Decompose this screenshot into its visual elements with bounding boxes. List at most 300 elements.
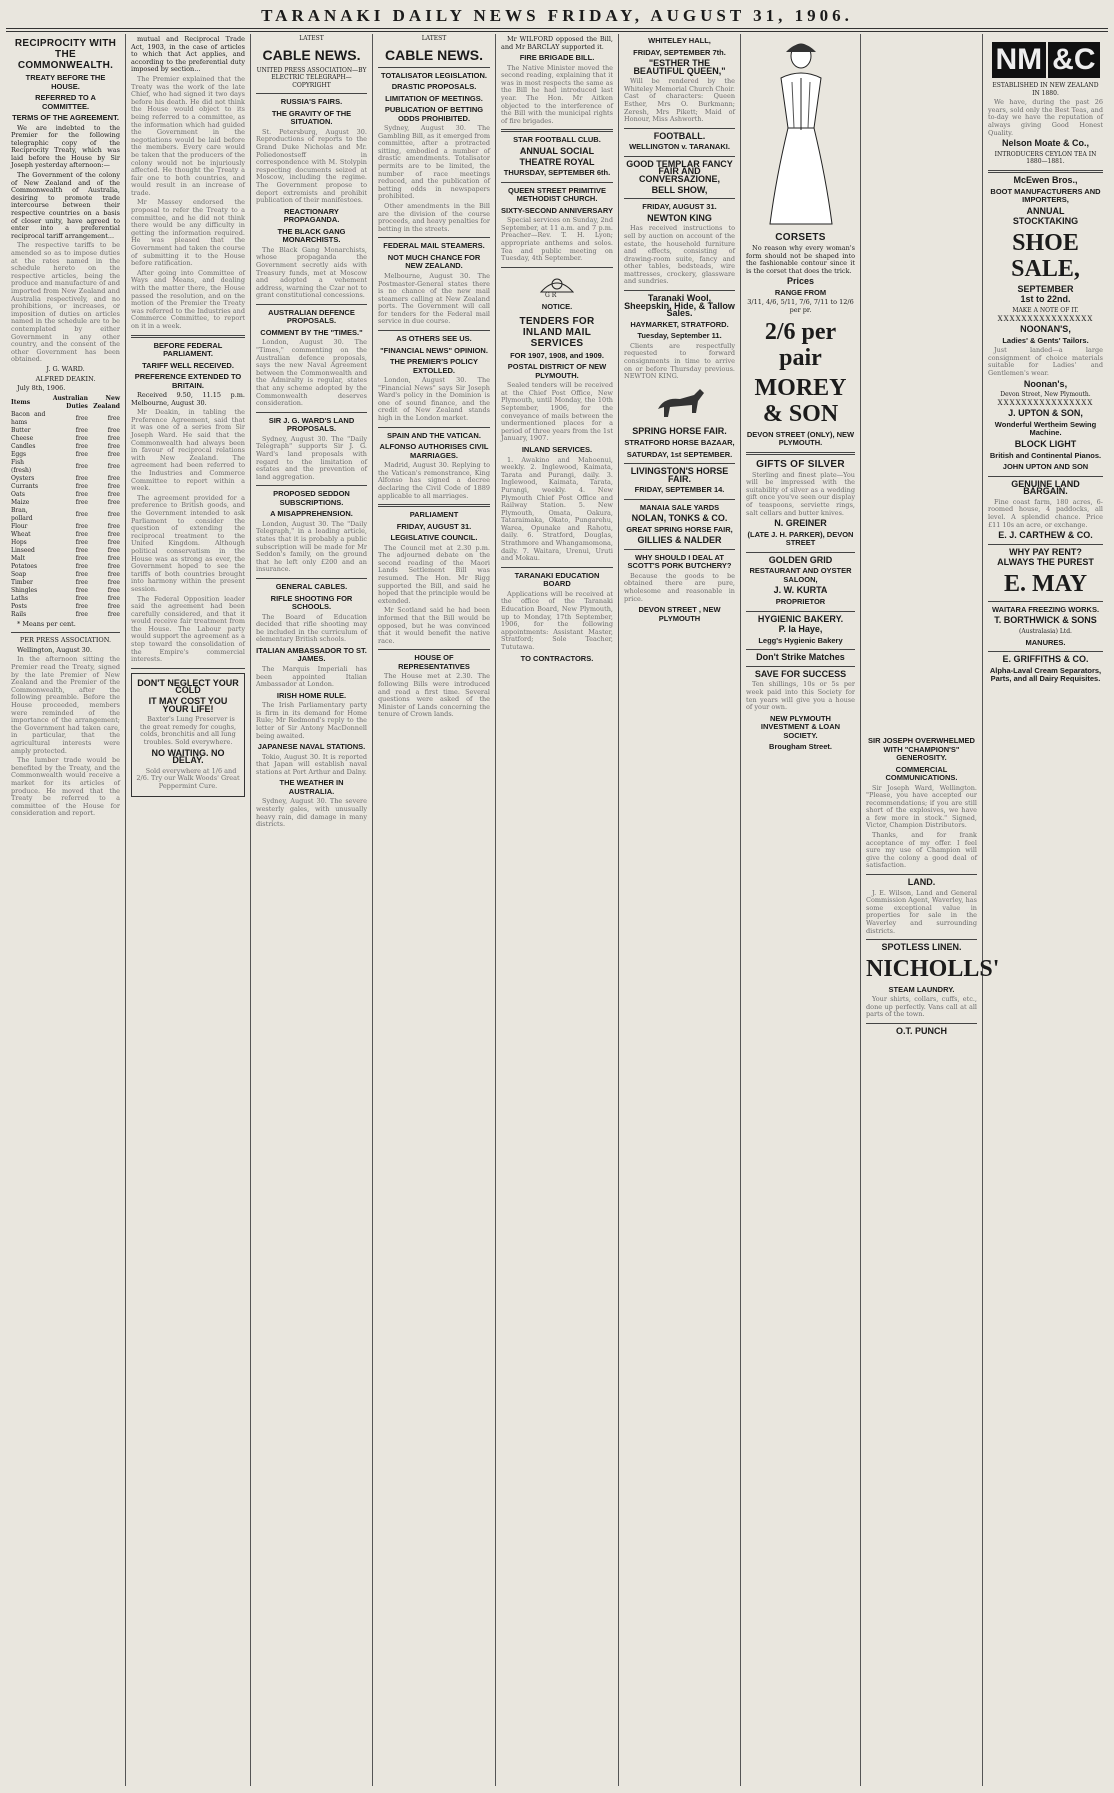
tariff-cell: Laths [11, 594, 28, 602]
tender-years: FOR 1907, 1908, and 1909. [510, 350, 604, 360]
corsets-title: CORSETS [775, 232, 826, 243]
article-subhead: A MISAPPREHENSION. [270, 509, 353, 519]
tariff-row [11, 491, 120, 499]
divider [988, 651, 1103, 652]
football-title: FOOTBALL. [653, 130, 706, 141]
established-line: ESTABLISHED IN NEW ZEALAND IN 1880. [992, 82, 1099, 97]
article-body-filler: In the afternoon sitting the Premier read the Treaty, signed by the late Premier of New Zealand and the Premier of the Commonwealth, after the following preamble. Before the House proceeded, members were reminded of the importance of the arrangement; the Government had taken care, in particular, that the agricultural interests were amply protected. [11, 655, 120, 755]
horse-fair-title: GREAT SPRING HORSE FAIR, [626, 524, 733, 534]
tariff-table-header [11, 395, 120, 411]
auctioneer-name: GILLIES & NALDER [637, 535, 722, 546]
tariff-cell: free [107, 530, 120, 538]
article-paragraph: The Government of the colony of New Zealand and of the Commonwealth of Australia, desiring to promote trade intercourse between their respective countries on a basis of closer unity, have agreed to enter into a preferential reciprocal tariff arrangement... [11, 171, 120, 240]
sale-yards-title: MANAIA SALE YARDS [639, 502, 720, 512]
tariff-cell: free [75, 498, 88, 506]
ad-body-filler: Will be rendered by the Whiteley Memorial Church Choir. Cast of characters: Queen Esther, Mrs O. Burkmann; Zeresh, Mrs Pikett; Maid of Honour, Miss Ashworth. [624, 77, 735, 124]
auctioneer-name: NOLAN, TONKS & CO. [631, 513, 728, 524]
article-body-filler: Madrid, August 30. Replying to the Vatican's remonstrance, King Alfonso has signed a decree declaring the Civil Code of 1889 applicable to all marriages. [378, 461, 490, 500]
corset-illustration [756, 38, 846, 228]
silver-title: GIFTS OF SILVER [756, 458, 845, 470]
purest-title: ALWAYS THE PUREST [997, 557, 1094, 568]
tariff-cell: Cheese [11, 434, 34, 442]
tariff-cell: Timber [11, 578, 33, 586]
article-subhead: ALFONSO AUTHORISES CIVIL MARRIAGES. [379, 442, 489, 460]
tariff-cell: free [75, 530, 88, 538]
society-address: Brougham Street. [769, 742, 832, 752]
press-credit: UNITED PRESS ASSOCIATION—BY ELECTRIC TELEGRAPH—COPYRIGHT [256, 66, 367, 89]
divider [988, 170, 1103, 173]
column-6 [619, 34, 741, 1786]
tender-district: POSTAL DISTRICT OF NEW PLYMOUTH. [507, 362, 607, 380]
tariff-cell: free [75, 546, 88, 554]
columns [6, 34, 1108, 1786]
horse-fair-title: LIVINGSTON'S HORSE FAIR. [630, 466, 729, 484]
board-title: TARANAKI EDUCATION BOARD [514, 570, 600, 589]
tariff-cell: free [75, 562, 88, 570]
column-7 [741, 34, 861, 1786]
proprietor-label: PROPRIETOR [775, 597, 826, 606]
tariff-cell: free [75, 554, 88, 562]
price-highlight: 2/6 per pair [764, 318, 837, 371]
notice-body-filler: Special services on Sunday, 2nd September, at 11 a.m. and 7 p.m. Preacher—Rev. T. H. Lyon; appropriate anthems and solos. Tea and public meeting on Tuesday, 4th September. [501, 216, 613, 263]
tariff-header-cell: Items [11, 398, 31, 406]
tariff-cell: free [75, 610, 88, 618]
divider [988, 476, 1103, 477]
article-headline: FEDERAL MAIL STEAMERS. [383, 241, 485, 251]
article-title: RECIPROCITY WITH THE COMMONWEALTH. [14, 38, 117, 71]
article-body-filler: The agreement provided for a preference to British goods, and the Government intended to ask Parliament to consider the question of extending the reciprocal treatment to the United Kingdom. Although political conservatism in the House was as strong as ever, the Government hoped to see the tariffs of both countries brought into harmony within the present session. [131, 493, 245, 593]
article-headline: TOTALISATOR LEGISLATION. [381, 70, 487, 80]
tariff-cell: free [107, 434, 120, 442]
tariff-cell: free [107, 414, 120, 422]
divider [746, 552, 855, 553]
horse-fair-title: SPRING HORSE FAIR. [632, 426, 727, 437]
royal-crest-icon [501, 272, 613, 301]
article-headline: SIR JOSEPH OVERWHELMED WITH "CHAMPION'S" GENEROSITY. [868, 736, 975, 762]
article-subhead: COMMENT BY THE "TIMES." [260, 327, 363, 337]
tariff-row [11, 507, 120, 523]
signature: ALFRED DEAKIN. [35, 374, 96, 383]
column-3 [251, 34, 373, 1786]
advertisement-cold-cure [131, 673, 245, 797]
divider [501, 567, 613, 568]
divider [131, 668, 245, 669]
tariff-row [11, 579, 120, 587]
tariff-row [11, 571, 120, 579]
article-subhead: JAPANESE NAVAL STATIONS. [257, 742, 366, 752]
divider [378, 67, 490, 68]
tariff-cell: Bran, pollard [11, 506, 33, 522]
event-date: THURSDAY, SEPTEMBER 6th. [503, 168, 611, 178]
tariff-cell: free [75, 510, 88, 518]
divider [866, 874, 977, 875]
tariff-row [11, 563, 120, 571]
proprietor-name: J. W. KURTA [773, 585, 828, 596]
venue: THEATRE ROYAL [519, 156, 595, 167]
signature: J. G. WARD. [46, 364, 85, 373]
tariff-cell: free [75, 450, 88, 458]
ad-body-filler: Because the goods to be obtained there are pure, wholesome and reasonable in price. [624, 571, 735, 603]
tariff-table [11, 395, 120, 619]
article-paragraph: We are indebted to the Premier for the following telegraphic copy of the Reciprocity Treaty, which was laid before the House by Sir Joseph yesterday afternoon:— [11, 123, 120, 170]
tariff-cell: Hops [11, 538, 27, 546]
article-body-filler: Mr Massey endorsed the proposal to refer the Treaty to a committee, and he did not think there would be any difficulty in getting the information required. He was pleased that the Government had taken the course of submitting it to the House before ratification. [131, 198, 245, 268]
tariff-row [11, 595, 120, 603]
horse-fair-date: SATURDAY, 1st SEPTEMBER. [626, 449, 733, 459]
tariff-row [11, 603, 120, 611]
agent-name: J. UPTON & SON, [1008, 408, 1083, 419]
tariff-cell: Candles [11, 442, 36, 450]
section-label: LATEST [299, 35, 324, 42]
column-1 [6, 34, 126, 1786]
notice-body-filler: 1. Awakino and Mahoenui, weekly. 2. Inglewood, Kaimata, Tarata and Purangi, daily. 3. Inglewood, Kaimata, Tarata, Purangi, weekly. 4. New Plymouth Chief Post Office and Railway Station. 5. New Plymouth, Omata, Oakura, Tataraimaka, Okato, Pungarehu, Warea, Opunake and Rahotu, daily. 6. Stratford, Douglas, Strathmore and Whangamomona, daily. 7. Waitara, Urenui, Uruti and Mokau. [501, 455, 613, 563]
boot-firm-name: McEwen Bros., [1013, 174, 1078, 185]
tariff-cell: free [107, 474, 120, 482]
tariff-cell: free [75, 426, 88, 434]
divider [746, 452, 855, 455]
tariff-cell: free [107, 562, 120, 570]
tariff-cell: free [75, 482, 88, 490]
bakery-title: HYGIENIC BAKERY. [757, 613, 844, 624]
tariff-cell: free [107, 522, 120, 530]
article-subhead: PREFERENCE EXTENDED TO BRITAIN. [134, 372, 242, 390]
services-title: INLAND SERVICES. [521, 445, 593, 455]
tariff-row [11, 443, 120, 451]
divider [746, 611, 855, 612]
dateline: Wellington, August 30. [17, 645, 93, 654]
tariff-cell: free [107, 586, 120, 594]
article-body-filler: The Black Gang Monarchists, whose propaganda the Government secretly aids with Treasury funds, met at Moscow and adopted a vehement address, warning the Czar not to grant constitutional concessions. [256, 245, 367, 300]
tariff-row [11, 435, 120, 443]
tariff-cell: Oats [11, 490, 25, 498]
church-title: QUEEN STREET PRIMITIVE METHODIST CHURCH. [508, 185, 606, 204]
laundry-subtitle: STEAM LAUNDRY. [888, 984, 955, 994]
article-headline: SPAIN AND THE VATICAN. [387, 430, 481, 440]
bakery-name: Legg's Hygienic Bakery [758, 635, 843, 645]
block-light-title: BLOCK LIGHT [1014, 438, 1077, 449]
laundry-name: NICHOLLS' [866, 955, 1000, 982]
article-headline: BEFORE FEDERAL PARLIAMENT. [153, 340, 223, 359]
dateline: Received 9.50, 11.15 p.m. Melbourne, August 30. [131, 391, 245, 407]
tariff-cell: free [107, 490, 120, 498]
tariff-cell: free [75, 414, 88, 422]
masthead-rule [6, 28, 1108, 32]
tariff-cell: Flour [11, 522, 28, 530]
tariff-cell: free [107, 546, 120, 554]
footnote: * Means per cent. [17, 619, 76, 628]
divider [866, 1023, 977, 1024]
ad-headline: DON'T NEGLECT YOUR COLD [137, 677, 239, 696]
article-subhead: COMMERCIAL COMMUNICATIONS. [885, 764, 958, 782]
article-subhead: NOT MUCH CHANCE FOR NEW ZEALAND. [387, 252, 481, 271]
notice-title: NOTICE. [541, 302, 573, 312]
tariff-cell: free [75, 594, 88, 602]
article-subhead: TERMS OF THE AGREEMENT. [12, 113, 119, 122]
tariff-cell: free [75, 490, 88, 498]
match-title: WELLINGTON v. TARANAKI. [629, 142, 730, 152]
article-headline: GENERAL CABLES. [275, 582, 348, 592]
ad-headline: NO WAITING. NO DELAY. [151, 747, 225, 766]
article-subhead: ITALIAN AMBASSADOR TO ST. JAMES. [256, 645, 367, 664]
tariff-cell: free [75, 586, 88, 594]
article-subhead: LIMITATION OF MEETINGS. [385, 93, 483, 103]
tariff-cell: free [107, 538, 120, 546]
section-title: CABLE NEWS. [385, 46, 483, 63]
divider [378, 237, 490, 238]
savings-title: SAVE FOR SUCCESS [754, 668, 847, 679]
article-subhead: RIFLE SHOOTING FOR SCHOOLS. [270, 593, 353, 612]
tariff-cell: free [75, 442, 88, 450]
anniversary-title: SIXTY-SECOND ANNIVERSARY [501, 205, 613, 215]
ad-headline: IT MAY COST YOU YOUR LIFE! [148, 696, 228, 714]
divider [501, 182, 613, 183]
article-subhead: DRASTIC PROPOSALS. [391, 82, 477, 92]
tailor-name: Noonan's, [1023, 378, 1068, 389]
fair-title: GOOD TEMPLAR FANCY FAIR AND CONVERSAZIONE, [626, 158, 733, 185]
prices-title: Prices [786, 276, 815, 287]
divider [746, 649, 855, 650]
article-subhead: THE BLACK GANG MONARCHISTS. [277, 226, 346, 245]
manures-title: MANURES. [1025, 637, 1066, 647]
divider [256, 578, 367, 579]
tariff-row [11, 427, 120, 435]
divider [501, 267, 613, 268]
horse-illustration [624, 383, 735, 426]
agent-name: E. J. CARTHEW & CO. [998, 530, 1093, 541]
society-name: NEW PLYMOUTH INVESTMENT & LOAN SOCIETY. [760, 713, 841, 740]
divider [988, 601, 1103, 602]
article-headline: RUSSIA'S FAIRS. [280, 97, 343, 107]
tariff-cell: free [75, 602, 88, 610]
venue-title: WHITELEY HALL, [648, 36, 711, 45]
divider [624, 463, 735, 464]
tariff-row [11, 451, 120, 459]
divider [256, 485, 367, 486]
freezing-works-title: WAITARA FREEZING WORKS. [991, 604, 1100, 614]
notice-body-filler: Applications will be received at the office of the Taranaki Education Board, New Plymouth, up to Monday, 17th September, 1906, for the following appointments: Assistant Master, Stratford; Sole Teacher, Tututawa. [501, 589, 613, 651]
tariff-cell: Rails [11, 610, 27, 618]
article-headline: PROPOSED SEDDON SUBSCRIPTIONS. [273, 489, 350, 507]
firm-name: Nelson Moate & Co., [1001, 138, 1089, 149]
tailor-subtitle: Ladies' & Gents' Tailors. [1002, 335, 1089, 345]
tariff-cell: Soap [11, 570, 27, 578]
article-body-filler: The Premier explained that the Treaty was the work of the late Chief, who had signed it two days before his death. He did not think the House would object to its being referred to a committee, as the information which had guided the Government in the negotiations would be laid before the members. Every care would be taken that the producers of the colony would not be injuriously affected. He thought the Treaty a fair one to both countries, and would result in an increase of trade. [131, 74, 245, 197]
nmc-logo [988, 42, 1103, 78]
matches-title: Don't Strike Matches [756, 652, 845, 663]
ad-body-filler: Sterling and finest plate—You will be impressed with the suitability of silver as a wedding gift once you've seen our display of teaspoons, serviette rings, salt cellars and butter knives. [746, 470, 855, 517]
divider [378, 427, 490, 428]
article-subhead: "FINANCIAL NEWS" OPINION. [380, 345, 488, 355]
tariff-cell: free [75, 474, 88, 482]
decorative-border: XXXXXXXXXXXXXXXX [997, 314, 1094, 323]
tariff-cell: Potatoes [11, 562, 38, 570]
article-subhead: FRIDAY, AUGUST 31. [396, 521, 472, 531]
show-title: BELL SHOW, [651, 184, 708, 195]
article-body-filler: Other amendments in the Bill are the division of the course proceeds, and heavy penalties for betting in the streets. [378, 202, 490, 233]
article-body-filler: Sydney, August 30. The "Daily Telegraph" supports Sir J. G. Ward's land proposals with regard to the limitation of estates and the prevention of land aggregation. [256, 434, 367, 481]
article-body-filler: London, August 30. The "Daily Telegraph," in a leading article, states that it is probably a public subscription will be made for Mr Seddon's family, on the ground that he left only £200 and an insurance. [256, 519, 367, 574]
land-title: LAND. [907, 877, 936, 888]
column-9 [983, 34, 1108, 1786]
sale-label: STOCKTAKING [1012, 216, 1079, 227]
divider [624, 198, 735, 199]
ad-body-filler: J. E. Wilson, Land and General Commission Agent, Waverley, has some exceptional value in properties for sale in the Waverley and surrounding districts. [866, 888, 977, 935]
agent-name: JOHN UPTON AND SON [1002, 462, 1089, 472]
sewing-machine-title: Wonderful Wertheim Sewing Machine. [994, 419, 1097, 438]
contractors-title: TO CONTRACTORS. [520, 653, 594, 663]
decorative-border: XXXXXXXXXXXXXXXX [997, 398, 1094, 407]
sale-date: FRIDAY, AUGUST 31. [642, 202, 717, 212]
article-body-filler: The Irish Parliamentary party is firm in its demand for Home Rule; Mr Redmond's reply to the letter of Sir Antony MacDonnell being awaited. [256, 701, 367, 740]
article-body-filler: Sydney, August 30. The severe westerly gales, with unusually heavy rain, did damage in many districts. [256, 797, 367, 829]
horse-fair-date: FRIDAY, SEPTEMBER 14. [634, 485, 725, 495]
tariff-cell: free [107, 426, 120, 434]
tariff-cell: free [107, 462, 120, 470]
land-bargain-title: GENUINE LAND BARGAIN. [1011, 478, 1080, 497]
tariff-row [11, 555, 120, 563]
firm-address: DEVON STREET (ONLY), NEW PLYMOUTH. [746, 429, 855, 448]
tariff-cell: Butter [11, 426, 31, 434]
tariff-cell: free [107, 442, 120, 450]
article-body-filler: London, August 30. The "Financial News" says Sir Joseph Ward's policy in the Dominion is one of sound finance, and the credit of New Zealand stands high in the London market. [378, 376, 490, 423]
article-headline: REACTIONARY PROPAGANDA. [283, 206, 340, 225]
tariff-row [11, 539, 120, 547]
article-body-filler: The Council met at 2.30 p.m. The adjourned debate on the second reading of the Maori Lands Settlement Bill was resumed. The Hon. Mr Rigg supported the Bill, and said he hoped that the principle would be extended. [378, 543, 490, 605]
article-body-filler: The Marquis Imperiali has been appointed Italian Ambassador at London. [256, 664, 367, 689]
article-headline: PARLIAMENT [409, 510, 459, 520]
divider [624, 549, 735, 550]
tariff-cell: free [75, 462, 88, 470]
divider [501, 129, 613, 132]
article-headline: HOUSE OF REPRESENTATIVES [398, 653, 470, 671]
divider [256, 412, 367, 413]
ad-body-filler: Sir Joseph Ward, Wellington. "Please, you have accepted our recommendations; if you are still short of the explosives, we have a few more in stock." Signed, Victor, Champion Distributors. [866, 783, 977, 830]
tariff-cell: free [107, 602, 120, 610]
tariff-cell: free [75, 570, 88, 578]
tariff-row [11, 587, 120, 595]
tariff-cell: free [75, 578, 88, 586]
corset-ad-continuation [866, 34, 977, 734]
article-subhead: PUBLICATION OF BETTING ODDS PROHIBITED. [384, 105, 484, 123]
auctioneer-name: NEWTON KING [647, 212, 712, 223]
club-title: STAR FOOTBALL CLUB. [513, 135, 601, 145]
tariff-cell: Currants [11, 482, 39, 490]
article-subhead: THE WEATHER IN AUSTRALIA. [279, 778, 344, 796]
article-body-filler: London, August 30. The "Times," commenting on the Australian defence proposals, says the new Naval Agreement between the Commonwealth and the Admiralty is regular, states that any scheme adopted by the Commonwealth deserves consideration. [256, 338, 367, 408]
restaurant-subtitle: RESTAURANT AND OYSTER SALOON, [749, 566, 852, 584]
tariff-row [11, 411, 120, 427]
tariff-cell: Malt [11, 554, 26, 562]
dairy-subtitle: Alpha-Laval Cream Separators, Parts, and all Dairy Requisites. [989, 665, 1102, 684]
tariff-cell: free [75, 538, 88, 546]
article-subhead: IRISH HOME RULE. [276, 690, 347, 700]
column-4 [373, 34, 496, 1786]
article-body-filler: The respective tariffs to be amended so as to impose duties at the rates named in the schedule hereto on the respective articles, being the produce and manufacture of and imported from New Zealand and Australia respectively, and no prohibitions, or increases, or imposition of duties on articles named in the schedule are to be contemplated by either Government in any other country, and the consent of the other Government has been obtained. [11, 241, 120, 364]
punch-title: O.T. PUNCH [895, 1026, 947, 1037]
linen-title: SPOTLESS LINEN. [881, 942, 962, 953]
logo-right: &C [1048, 42, 1099, 78]
ad-body-filler: Thanks, and for frank acceptance of my offer. I feel sure my use of Champion will give the colony a good deal of satisfaction. [866, 831, 977, 870]
event-title: ANNUAL SOCIAL [519, 145, 595, 156]
tariff-cell: free [75, 522, 88, 530]
ad-body-filler: Sold everywhere at 1/6 and 2/6. Try our Walk Woods' Great Peppermint Cure. [136, 766, 240, 790]
divider [256, 93, 367, 94]
butchery-address: DEVON STREET , NEW PLYMOUTH [638, 605, 721, 623]
divider [746, 666, 855, 667]
article-body-filler: Mr Deakin, in tabling the Preference Agreement, said that it was one of a series from Sir Joseph Ward. He said that the Commonwealth had always been in favour of reciprocal relations with New Zealand. The agreement had been referred to the Industries and Commerce Committee to report within a week. [131, 408, 245, 493]
sale-title: SHOE SALE, [1011, 229, 1080, 282]
ad-body-filler: Fine coast farm, 180 acres, 6-roomed house, 4 paddocks, all level. A splendid chance. Price £11 10s an acre, or exchange. [988, 497, 1103, 529]
firm-subtitle: INTRODUCERS CEYLON TEA IN 1880—1881. [994, 150, 1097, 166]
article-paragraph: Mr WILFORD opposed the Bill, and Mr BARCLAY supported it. [501, 35, 613, 51]
prices-range-label: RANGE FROM [774, 287, 827, 297]
article-headline: SIR J. G. WARD'S LAND PROPOSALS. [268, 415, 355, 434]
notice-body-filler: Sealed tenders will be received at the Chief Post Office, New Plymouth, until Monday, the 10th September, 1906, for the conveyance of mails between the undermentioned places for a period of three years from the 1st January, 1907. [501, 381, 613, 443]
divider [378, 649, 490, 650]
article-subhead: REFERRED TO A COMMITTEE. [35, 93, 96, 111]
ad-body-filler: Your shirts, collars, cuffs, etc., done up perfectly. Vans call at all parts of the town. [866, 995, 977, 1019]
article-subhead: TREATY BEFORE THE HOUSE. [25, 73, 106, 91]
sale-dates: 1st to 22nd. [1020, 294, 1071, 305]
tariff-row [11, 499, 120, 507]
tariff-cell: free [107, 594, 120, 602]
article-body-filler: After going into Committee of Ways and Means, and dealing with the matter there, the House passed the resolution, and on the motion of the Premier the Treaty was referred to the Industries and Commerce Committee, to report on it in a week. [131, 268, 245, 330]
ad-body-filler: Just landed—a large consignment of choice materials suitable for Ladies' and Gentlemen's wear. [988, 346, 1103, 377]
article-body-filler: Mr Scotland said he had been informed that the Bill would be opposed, but he was convinced that it would benefit the native race. [378, 606, 490, 645]
divider [624, 156, 735, 157]
article-paragraph: mutual and Reciprocal Trade Act, 1903, in the case of articles to which that Act applies, and according to the preferential duty imposed by section... [131, 35, 245, 74]
tariff-cell: free [107, 510, 120, 518]
divider [624, 499, 735, 500]
article-body-filler: The Native Minister moved the second reading, explaining that it was in most respects the same as the Bill he had introduced last year. The Hon. Mr Aitken objected to the interference of the Bill with the municipal rights of fire brigades. [501, 63, 613, 125]
logo-left: NM [992, 42, 1047, 78]
section-title: CABLE NEWS. [262, 46, 361, 63]
article-headline: AUSTRALIAN DEFENCE PROPOSALS. [268, 307, 355, 326]
tariff-row [11, 475, 120, 483]
horse-fair-location: STRATFORD HORSE BAZAAR, [624, 438, 735, 447]
tariff-row [11, 523, 120, 531]
baker-name: P. la Haye, [778, 624, 823, 635]
tariff-cell: free [107, 570, 120, 578]
article-body-filler: The lumber trade would be benefited by the Treaty, and the Commonwealth would receive a market for its articles of produce. He moved that the Treaty be referred to a committee of the House for consideration and report. [11, 756, 120, 818]
tailor-name: NOONAN'S, [1020, 324, 1071, 335]
ad-body-filler: Clients are respectfully requested to forward consignments in time to arrive on or before Thursday previous. NEWTON KING. [624, 341, 735, 381]
dairy-firm-name: E. GRIFFITHS & CO. [1002, 654, 1089, 665]
article-subhead: TARIFF WELL RECEIVED. [142, 360, 234, 370]
firm-name: MOREY & SON [754, 374, 847, 427]
ad-body-filler: Ten shillings, 10s or 5s per week paid into this Society for ten years will give you a house of your own. [746, 680, 855, 712]
press-credit: PER PRESS ASSOCIATION. [19, 636, 112, 645]
tariff-cell: Linseed [11, 546, 35, 554]
tariff-cell: Wheat [11, 530, 31, 538]
divider [11, 632, 120, 633]
tariff-cell: Shingles [11, 586, 38, 594]
butchery-title: WHY SHOULD I DEAL AT SCOTT'S PORK BUTCHERY? [627, 552, 732, 571]
sale-title: Taranaki Wool, Sheepskin, Hide, & Tallow Sales. [624, 293, 735, 319]
pianos-title: British and Continental Pianos. [989, 450, 1102, 460]
article-subhead: THE GRAVITY OF THE SITUATION. [271, 108, 352, 127]
tariff-cell: free [107, 498, 120, 506]
divider [988, 544, 1103, 545]
ad-paragraph: No reason why every woman's form should not be shaped into the fashionable contour since it is the corset that does the trick. [746, 244, 855, 275]
prices-range: 3/11, 4/6, 5/11, 7/6, 7/11 to 12/6 per pr. [747, 298, 854, 315]
masthead: TARANAKI DAILY NEWS FRIDAY, AUGUST 31, 1906. [261, 6, 853, 25]
article-subhead: THE PREMIER'S POLICY EXTOLLED. [389, 357, 479, 375]
sale-label: ANNUAL [1026, 205, 1065, 216]
restaurant-title: GOLDEN GRID [768, 554, 833, 565]
tariff-cell: free [107, 554, 120, 562]
tariff-row [11, 459, 120, 475]
